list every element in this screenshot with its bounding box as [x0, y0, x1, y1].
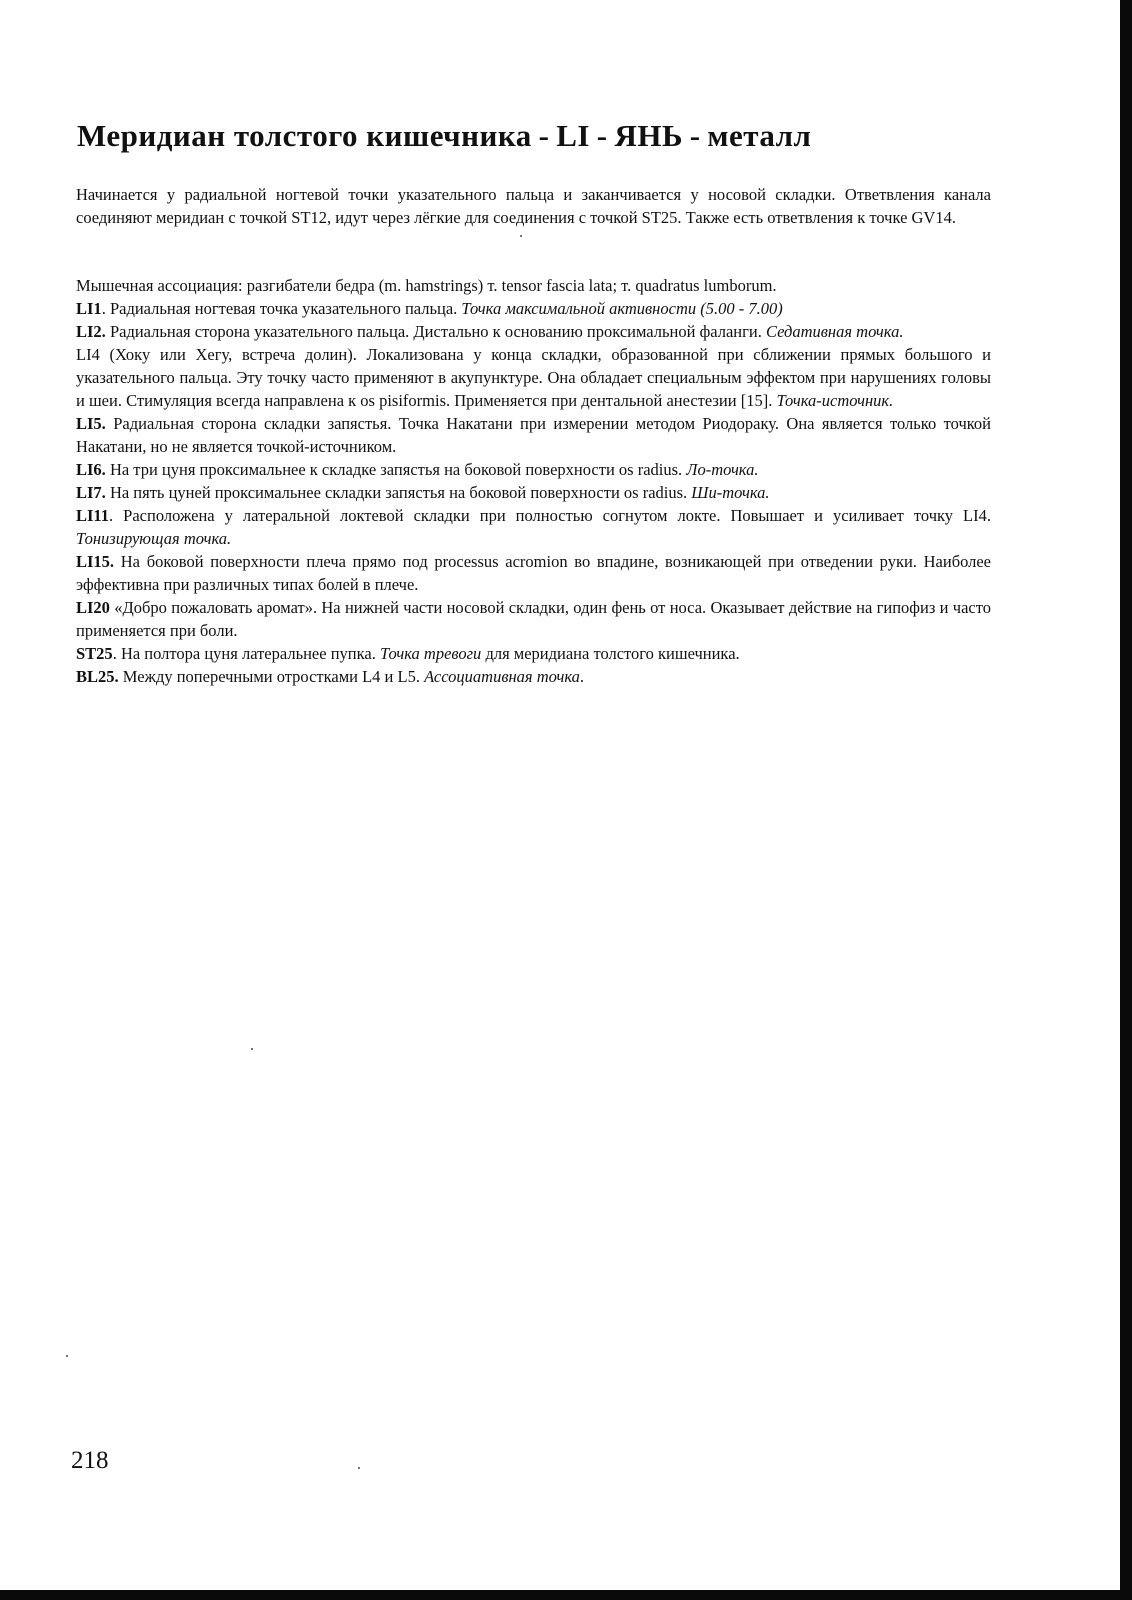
point-entry-li20 [76, 596, 991, 642]
point-code: LI7. [76, 483, 106, 502]
point-type: Точка максимальной активности (5.00 - 7.00) [461, 299, 783, 318]
point-code: LI2. [76, 322, 106, 341]
point-after: для меридиана толстого кишечника. [481, 644, 740, 663]
point-entry-li2 [76, 320, 991, 343]
title-part-code: LI [556, 118, 590, 153]
scan-speck [358, 1467, 360, 1469]
point-type: Точка-источник. [776, 391, 894, 410]
point-type: Ло-точка. [686, 460, 759, 479]
point-text: На пять цуней проксимальнее складки запястья на боковой поверхности os radius. [105, 483, 692, 502]
point-text: Радиальная сторона складки запястья. Точка Накатани при измерении методом Риодораку. Она является только точкой Накатани, но не является точкой-источником. [76, 414, 991, 456]
point-code: LI20 [76, 598, 110, 617]
title-part-meridian: Меридиан толстого кишечника [77, 118, 532, 153]
point-sep: . [112, 644, 117, 663]
scan-speck [251, 1048, 253, 1050]
point-code: LI11 [76, 506, 110, 525]
point-entry-st25 [76, 642, 991, 665]
point-sep: . [109, 506, 114, 525]
point-after: . [579, 667, 585, 686]
scan-border-bottom [0, 1590, 1132, 1600]
point-text: Между поперечными отростками L4 и L5. [118, 667, 425, 686]
point-text: На полтора цуня латеральнее пупка. [116, 644, 380, 663]
point-type: Ши-точка. [691, 483, 770, 502]
title-part-element: металл [707, 118, 812, 153]
point-entry-li6 [76, 458, 991, 481]
point-type: Седативная точка. [765, 322, 904, 341]
point-type: Точка тревоги [379, 644, 482, 663]
point-entry-bl25 [76, 665, 991, 688]
point-entry-li5 [76, 412, 991, 458]
page-title [77, 118, 1027, 154]
point-code: LI6. [76, 460, 106, 479]
scan-speck [66, 1355, 68, 1357]
point-entry-li11 [76, 504, 991, 550]
point-code: BL25. [76, 667, 119, 686]
point-code: LI5. [76, 414, 106, 433]
point-text: Радиальная сторона указательного пальца. Дистально к основанию проксимальной фаланги. [105, 322, 766, 341]
title-separator: - [538, 118, 550, 153]
point-type: Тонизирующая точка. [76, 529, 232, 548]
points-list [76, 274, 991, 688]
point-text: LI4 (Хоку или Хегу, встреча долин). Локализована у конца складки, образованной при сближении прямых большого и указательного пальца. Эту точку часто применяют в акупунктуре. Она обладает специальным эффектом при нарушениях головы и шеи. Стимуляция всегда направлена к os pisiformis. Применяется при дентальной анестезии [15]. [76, 345, 991, 410]
point-type: Ассоциативная точка [424, 667, 580, 686]
point-sep: . [101, 299, 106, 318]
point-code: LI15. [76, 552, 115, 571]
scan-border-right [1120, 0, 1132, 1600]
point-code: LI1 [76, 299, 102, 318]
point-entry-li15 [76, 550, 991, 596]
muscle-association: Мышечная ассоциация: разгибатели бедра (m. hamstrings) т. tensor fascia lata; т. quadratus lumborum. [76, 276, 777, 295]
point-entry-li7 [76, 481, 991, 504]
intro-paragraph: Начинается у радиальной ногтевой точки указательного пальца и заканчивается у носовой складки. Ответвления канала соединяют меридиан с точкой ST12, идут через лёгкие для соединения с точкой ST25. Также есть ответвления к точке GV14. [76, 185, 991, 227]
title-separator: - [596, 118, 608, 153]
point-text: Расположена у латеральной локтевой складки при полностью согнутом локте. Повышает и усиливает точку LI4. [113, 506, 991, 525]
point-text: На боковой поверхности плеча прямо под processus acromion во впадине, возникающей при отведении руки. Наиболее эффективна при различных типах болей в плече. [76, 552, 991, 594]
point-text: На три цуня проксимальнее к складке запястья на боковой поверхности os radius. [105, 460, 687, 479]
title-separator: - [689, 118, 701, 153]
point-code: ST25 [76, 644, 113, 663]
page-number: 218 [71, 1447, 109, 1474]
title-part-yang: ЯНЬ [614, 118, 683, 153]
point-entry-li4 [76, 343, 991, 412]
point-text: Радиальная ногтевая точка указательного пальца. [105, 299, 462, 318]
point-text: «Добро пожаловать аромат». На нижней части носовой складки, один фень от носа. Оказывает действие на гипофиз и часто применяется при боли. [76, 598, 991, 640]
scan-speck [520, 235, 522, 237]
point-entry-li1 [76, 297, 991, 320]
